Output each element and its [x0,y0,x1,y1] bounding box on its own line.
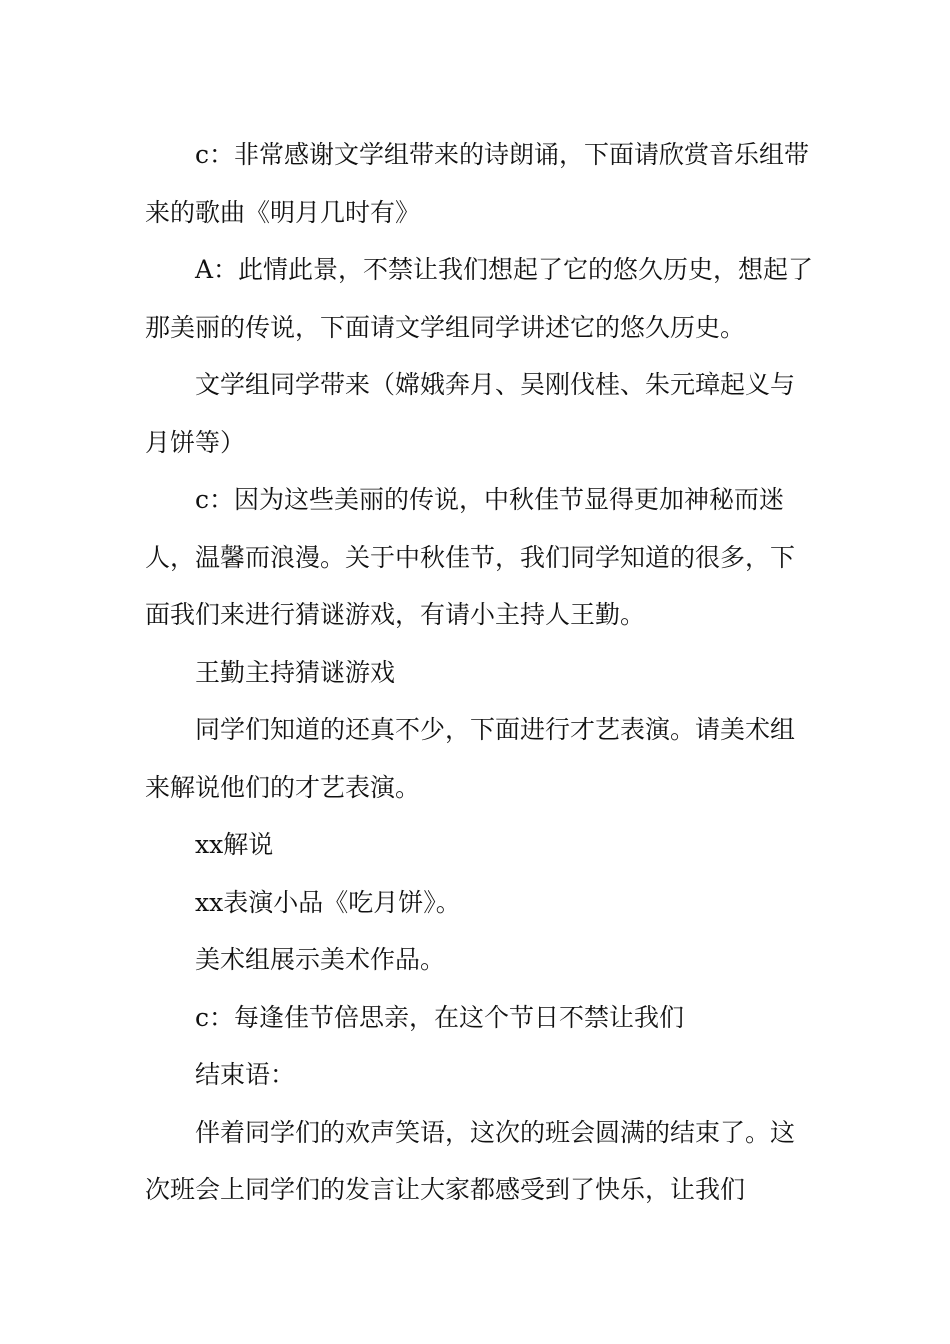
paragraph: c：每逢佳节倍思亲，在这个节日不禁让我们 [195,1002,685,1032]
paragraph: 伴着同学们的欢声笑语，这次的班会圆满的结束了。这次班会上同学们的发言让大家都感受到了快乐，让我们 [145,1117,796,1204]
paragraph: 王勤主持猜谜游戏 [195,657,396,687]
paragraph: 结束语： [195,1060,296,1089]
paragraph: c：非常感谢文学组带来的诗朗诵，下面请欣赏音乐组带来的歌曲《明月几时有》 [145,140,810,227]
paragraph: A：此情此景，不禁让我们想起了它的悠久历史，想起了那美丽的传说，下面请文学组同学讲述它的悠久历史。 [145,255,814,342]
paragraph: 文学组同学带来（嫦娥奔月、吴刚伐桂、朱元璋起义与月饼等） [145,370,796,457]
paragraph: c：因为这些美丽的传说，中秋佳节显得更加神秘而迷人，温馨而浪漫。关于中秋佳节，我们同学知道的很多，下面我们来进行猜谜游戏，有请小主持人王勤。 [145,485,796,629]
document-body [145,126,815,1219]
paragraph: 同学们知道的还真不少，下面进行才艺表演。请美术组来解说他们的才艺表演。 [145,715,796,802]
paragraph: 美术组展示美术作品。 [195,945,446,974]
paragraph: xx表演小品《吃月饼》。 [195,887,461,917]
paragraph: xx解说 [195,830,274,859]
